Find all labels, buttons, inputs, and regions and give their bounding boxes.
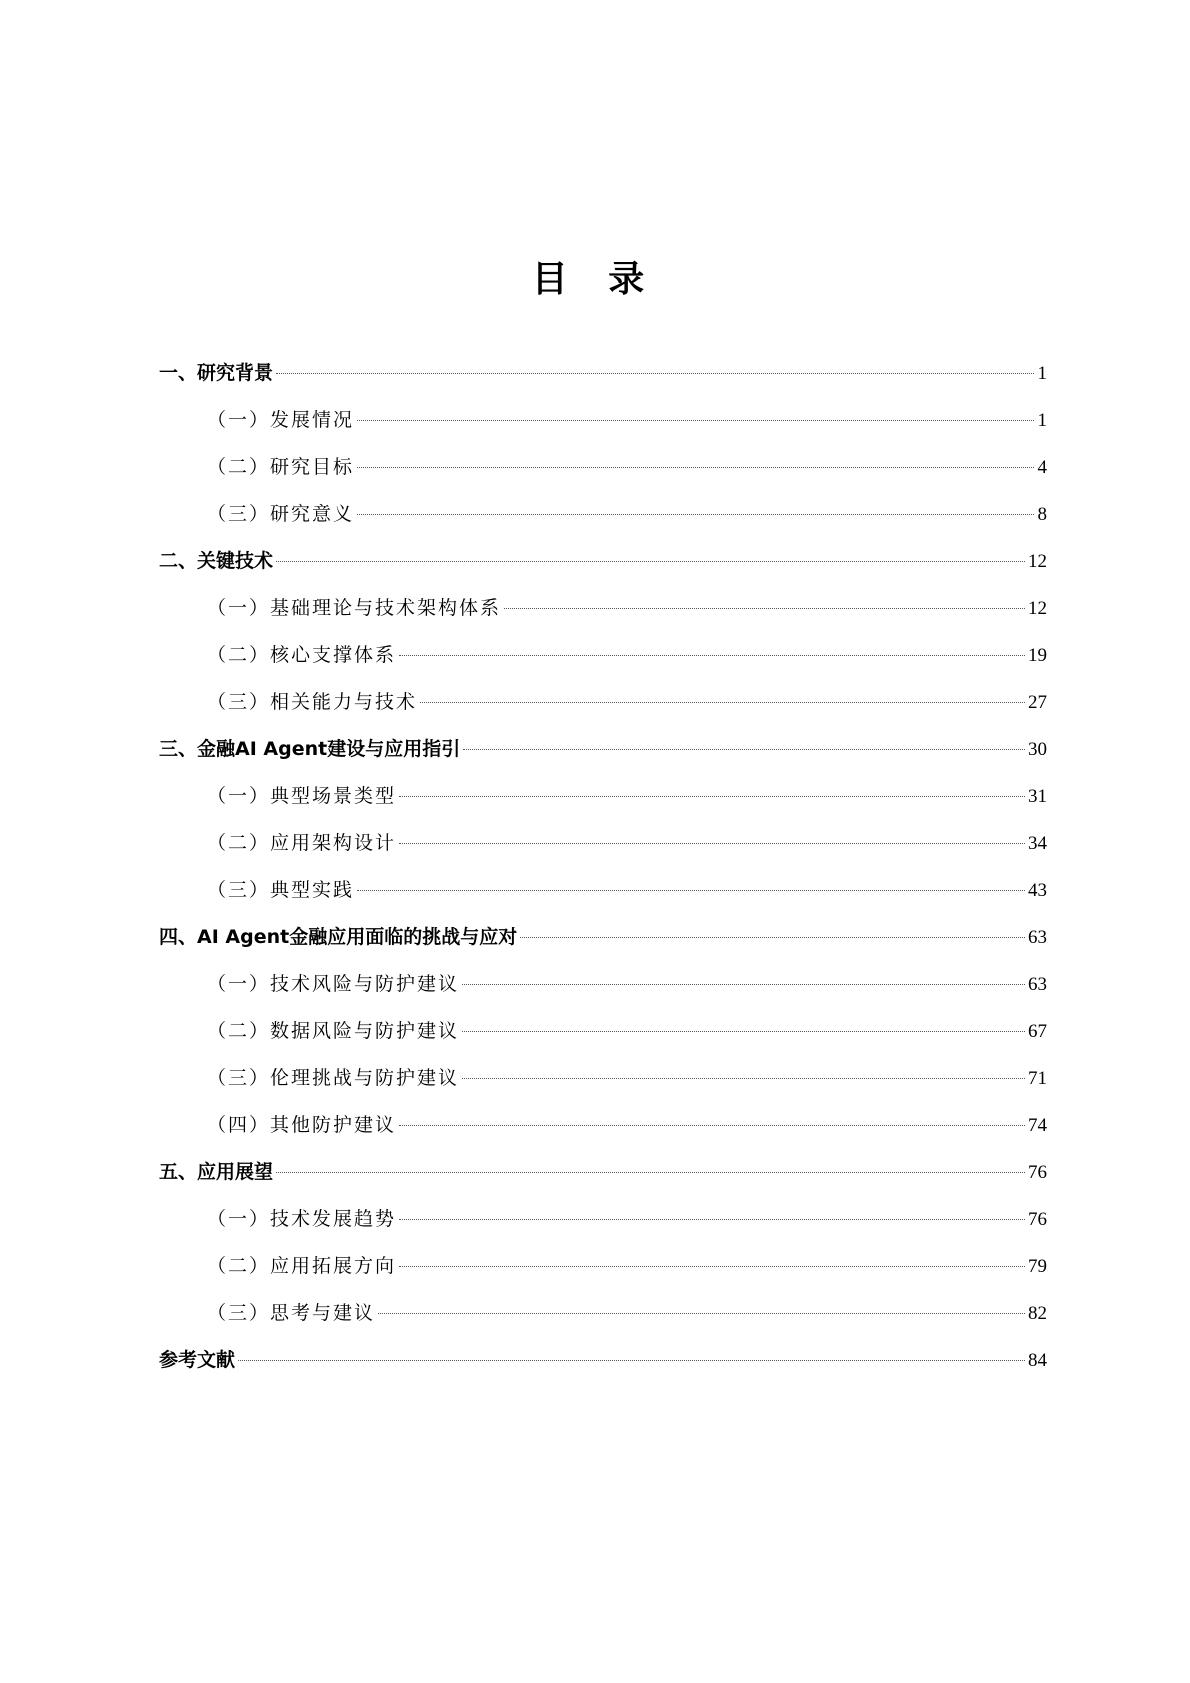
toc-entry-section[interactable] [159, 1205, 1047, 1252]
toc-entry-title: 五、应用展望 [159, 1161, 274, 1183]
toc-entry-chapter-4[interactable] [159, 923, 1047, 970]
toc-entry-title: （二）核心支撑体系 [207, 644, 397, 666]
toc-entry-title: （三）相关能力与技术 [207, 691, 418, 713]
toc-entry-section[interactable] [159, 641, 1047, 688]
toc-dot-leader [420, 702, 1025, 703]
toc-dot-leader [399, 796, 1025, 797]
toc-entry-title: （三）伦理挑战与防护建议 [207, 1067, 460, 1089]
toc-entry-title: （二）研究目标 [207, 456, 355, 478]
toc-dot-leader [504, 608, 1025, 609]
toc-entry-title: 四、AI Agent金融应用面临的挑战与应对 [159, 926, 518, 948]
toc-page-number: 12 [1028, 598, 1047, 619]
toc-entry-references[interactable] [159, 1346, 1047, 1393]
toc-entry-title: （一）发展情况 [207, 409, 355, 431]
toc-dot-leader [399, 655, 1025, 656]
toc-dot-leader [462, 1078, 1025, 1079]
toc-page-number: 63 [1028, 927, 1047, 948]
toc-entry-title: 参考文献 [159, 1349, 236, 1371]
toc-page-number: 76 [1028, 1162, 1047, 1183]
toc-entry-title: 二、关键技术 [159, 550, 274, 572]
toc-dot-leader [399, 1219, 1025, 1220]
toc-entry-section[interactable] [159, 1017, 1047, 1064]
toc-entry-section[interactable] [159, 876, 1047, 923]
toc-entry-title: （二）应用架构设计 [207, 832, 397, 854]
toc-dot-leader [276, 561, 1025, 562]
toc-entry-chapter-5[interactable] [159, 1158, 1047, 1205]
toc-dot-leader [276, 1172, 1025, 1173]
toc-page-number: 30 [1028, 739, 1047, 760]
toc-page-number: 63 [1028, 974, 1047, 995]
toc-entry-title: （三）研究意义 [207, 503, 355, 525]
toc-page-number: 27 [1028, 692, 1047, 713]
toc-entry-chapter-3[interactable] [159, 735, 1047, 782]
toc-entry-section[interactable] [159, 1252, 1047, 1299]
toc-page-number: 79 [1028, 1256, 1047, 1277]
toc-entry-title: 三、金融AI Agent建设与应用指引 [159, 738, 461, 760]
toc-page-number: 8 [1037, 504, 1047, 525]
toc-dot-leader [399, 1125, 1025, 1126]
toc-entry-title: （三）思考与建议 [207, 1302, 376, 1324]
toc-dot-leader [276, 373, 1034, 374]
page-title: 目 录 [531, 259, 659, 300]
toc-dot-leader [520, 937, 1025, 938]
toc-entry-section[interactable] [159, 970, 1047, 1017]
toc-dot-leader [462, 1031, 1025, 1032]
toc-page-number: 74 [1028, 1115, 1047, 1136]
toc-entry-section[interactable] [159, 500, 1047, 547]
toc-entry-section[interactable] [159, 594, 1047, 641]
toc-dot-leader [378, 1313, 1025, 1314]
toc-entry-title: （四）其他防护建议 [207, 1114, 397, 1136]
toc-entry-title: 一、研究背景 [159, 362, 274, 384]
toc-page-number: 31 [1028, 786, 1047, 807]
toc-page-number: 4 [1037, 457, 1047, 478]
toc-page-number: 43 [1028, 880, 1047, 901]
toc-entry-title: （一）技术风险与防护建议 [207, 973, 460, 995]
toc-page-number: 84 [1028, 1350, 1047, 1371]
toc-page-number: 67 [1028, 1021, 1047, 1042]
toc-page-number: 1 [1037, 363, 1047, 384]
toc-dot-leader [399, 1266, 1025, 1267]
toc-page-number: 34 [1028, 833, 1047, 854]
toc-entry-section[interactable] [159, 1111, 1047, 1158]
toc-entry-title: （二）应用拓展方向 [207, 1255, 397, 1277]
toc-entry-section[interactable] [159, 688, 1047, 735]
toc-dot-leader [399, 843, 1025, 844]
toc-dot-leader [357, 890, 1025, 891]
toc-dot-leader [462, 984, 1025, 985]
toc-entry-section[interactable] [159, 453, 1047, 500]
toc-entry-section[interactable] [159, 829, 1047, 876]
toc-dot-leader [238, 1360, 1025, 1361]
toc-entry-chapter-2[interactable] [159, 547, 1047, 594]
toc-page-number: 1 [1037, 410, 1047, 431]
toc-dot-leader [463, 749, 1025, 750]
toc-entry-section[interactable] [159, 782, 1047, 829]
toc-entry-section[interactable] [159, 1064, 1047, 1111]
toc-entry-title: （一）典型场景类型 [207, 785, 397, 807]
toc-entry-title: （一）技术发展趋势 [207, 1208, 397, 1230]
table-of-contents [159, 359, 1047, 1393]
toc-entry-section[interactable] [159, 1299, 1047, 1346]
toc-dot-leader [357, 514, 1034, 515]
toc-page-number: 12 [1028, 551, 1047, 572]
toc-page-number: 76 [1028, 1209, 1047, 1230]
toc-dot-leader [357, 420, 1034, 421]
toc-entry-title: （二）数据风险与防护建议 [207, 1020, 460, 1042]
toc-entry-title: （三）典型实践 [207, 879, 355, 901]
toc-dot-leader [357, 467, 1034, 468]
toc-page-number: 82 [1028, 1303, 1047, 1324]
toc-page-number: 19 [1028, 645, 1047, 666]
toc-entry-section[interactable] [159, 406, 1047, 453]
toc-entry-chapter-1[interactable] [159, 359, 1047, 406]
toc-page-number: 71 [1028, 1068, 1047, 1089]
toc-entry-title: （一）基础理论与技术架构体系 [207, 597, 502, 619]
